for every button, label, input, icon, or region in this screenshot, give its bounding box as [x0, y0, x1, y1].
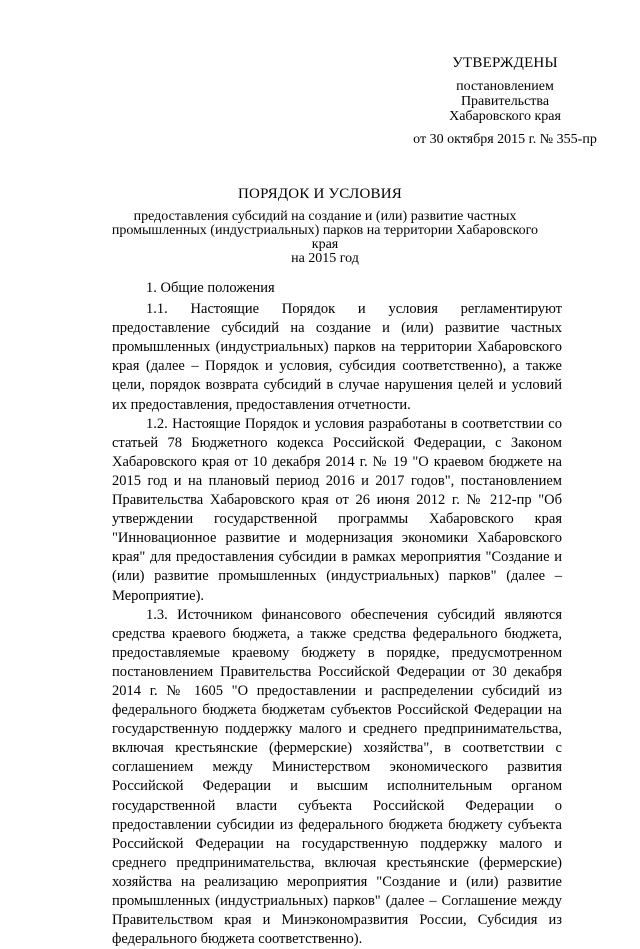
section-heading: 1. Общие положения [146, 280, 275, 296]
subtitle-line: промышленных (индустриальных) парков на территории Хабаровского края [111, 223, 539, 252]
subtitle-line: на 2015 год [291, 251, 359, 266]
approval-line: Правительства [460, 94, 550, 109]
document-title: ПОРЯДОК И УСЛОВИЯ [238, 186, 402, 202]
document-body [112, 279, 562, 949]
paragraph-1-3: 1.3. Источником финансового обеспечения субсидий являются средства краевого бюджета, а также средства федерального бюджета, предоставляемые краевому бюджету в порядке, предусмотренном постановлением Правительства Российской Федерации от 30 декабря 2014 г. № 1605 "О предоставлении и распределении субсидий из федерального бюджета бюджетам субъектов Российской Федерации на государственную поддержку малого и среднего предпринимательства, включая крестьянские (фермерские) хозяйства", в соответствии с соглашением между Министерством экономического развития Российской Федерации и высшим исполнительным органом государственной власти субъекта Российской Федерации о предоставлении субсидии из федерального бюджета бюджету субъекта Российской Федерации на государственную поддержку малого и среднего предпринимательства, включая крестьянские (фермерские) хозяйства на реализацию мероприятия "Создание и (или) развитие промышленных (индустриальных) парков" (далее – Соглашение между Правительством края и Минэкономразвития России, Субсидия из федерального бюджета соответственно). [112, 606, 562, 948]
paragraph-1-2: 1.2. Настоящие Порядок и условия разработаны в соответствии со статьей 78 Бюджетного кодекса Российской Федерации, с Законом Хабаровского края от 10 декабря 2014 г. № 19 "О краевом бюджете на 2015 год и на плановый период 2016 и 2017 годов", постановлением Правительства Хабаровского края от 26 июня 2012 г. № 212-пр "Об утверждении государственной программы Хабаровского края "Инновационное развитие и модернизация экономики Хабаровского края" для предоставления субсидии в рамках мероприятия "Создание и (или) развитие промышленных (индустриальных) парков" (далее – Мероприятие). [112, 415, 562, 604]
approval-line: Хабаровского края [449, 109, 561, 124]
subtitle-line: предоставления субсидий на создание и (или) развитие частных [133, 209, 517, 224]
paragraph-1-1: 1.1. Настоящие Порядок и условия регламентируют предоставление субсидий на создание и (или) развитие частных промышленных (индустриальных) парков на территории Хабаровского края (далее – Порядок и условия, субсидия соответственно), а также цели, порядок возврата субсидий в случае нарушения целей и условий их предоставления, предоставления отчетности. [112, 301, 562, 413]
document-subtitle [100, 210, 550, 266]
approval-heading: УТВЕРЖДЕНЫ [452, 55, 558, 71]
approval-block [400, 56, 610, 147]
approval-date: от 30 октября 2015 г. № 355-пр [413, 132, 597, 147]
approval-line: постановлением [456, 79, 554, 94]
